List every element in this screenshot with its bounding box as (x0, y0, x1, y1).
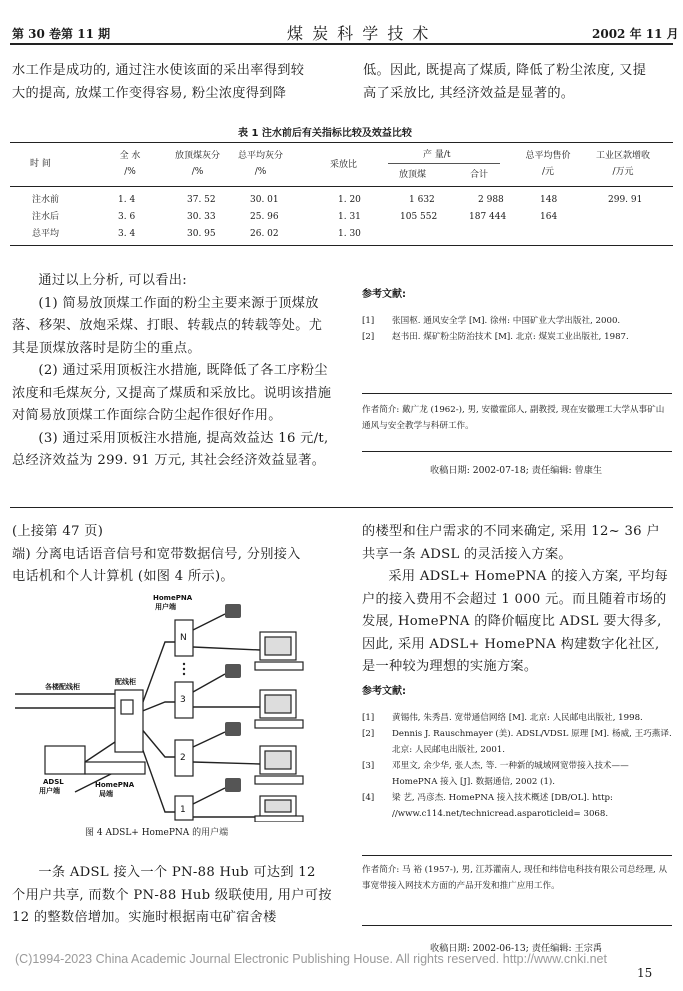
table-header-output: 产 量/t (423, 150, 451, 160)
distribution-frame-label: 配线柜 (115, 678, 136, 686)
ref-text: 黄锡伟, 朱秀昌. 宽带通信网络 [M]. 北京: 人民邮电出版社, 1998. (392, 713, 643, 723)
table-cell: 1. 30 (338, 229, 361, 239)
author-rule (362, 855, 672, 856)
table-cell: 注水前 (32, 195, 60, 205)
link-line (193, 647, 260, 650)
reference-item (362, 790, 672, 822)
link-line (140, 702, 175, 712)
table-cell: 1. 4 (118, 195, 136, 205)
journal-volume: 第 30 卷第 11 期 (12, 27, 111, 41)
reference-item (362, 710, 672, 726)
references-heading: 参考文献: (362, 686, 406, 697)
table-cell: 30. 33 (187, 212, 216, 222)
link-line (193, 788, 225, 804)
table-row (10, 209, 673, 226)
homepna-office-icon (85, 762, 145, 774)
ref-number: [2] (362, 332, 375, 342)
computer-icon (255, 796, 303, 822)
header-label: 放顶煤灰分 (174, 151, 220, 161)
journal-title: 煤 炭 科 学 技 术 (287, 24, 431, 43)
phone-icon (225, 722, 241, 736)
table-body (10, 192, 673, 243)
header-unit: /% (254, 167, 267, 177)
paragraph: (2) 通过采用顶板注水措施, 既降低了各工序粉尘浓度和毛煤灰分, 又提高了煤质和采放比。说明该措施对简易放顶煤工作面综合防尘起作很好作用。 (12, 363, 332, 423)
hub-label: 1 (180, 805, 186, 815)
reference-item (362, 726, 672, 758)
adsl-user-label: ADSL (43, 778, 64, 786)
link-line (193, 732, 225, 747)
paragraph: 采用 ADSL+ HomePNA 的接入方案, 平均每户的接入费用不会超过 1 000 元。而且随着市场的发展, HomePNA 的降价幅度比 ADSL 要大得多, 因此, 采用 ADSL+ HomePNA 构建数字化社区, 是一种较为理想的实施方案。 (362, 569, 668, 674)
table-cell: 3. 4 (118, 229, 136, 239)
homepna-office-label: HomePNA (95, 781, 135, 789)
table-header-topcoal-ash (170, 148, 225, 180)
table-cell: 26. 02 (250, 229, 279, 239)
table-cell: 37. 52 (187, 195, 216, 205)
distribution-frame-icon (115, 690, 143, 752)
header-unit: /元 (541, 167, 555, 177)
hub-label: 3 (180, 695, 186, 705)
text-line: 电话机和个人计算机 (如图 4 所示)。 (12, 569, 234, 584)
header-label: 工业区款增收 (595, 151, 650, 161)
header-label: 总平均售价 (525, 151, 571, 161)
text-line: 水工作是成功的, 通过注水使该面的采出率得到较 (12, 63, 305, 78)
table-cell: 1 632 (409, 195, 435, 205)
reference-item (362, 329, 672, 345)
phone-icon (225, 664, 241, 678)
table-header-gain (588, 148, 658, 180)
floor-frame-label: 各楼配线柜 (45, 683, 80, 691)
author-bio: 作者简介: 马 裕 (1957-), 男, 江苏灌南人, 现任和纬信电科技有限公司总经理, 从事宽带接入网技术方面的产品开发和推广应用工作。 (362, 865, 668, 891)
hub-label: 2 (180, 753, 186, 763)
link-line (140, 742, 175, 812)
homepna-user-label: HomePNA (153, 594, 193, 602)
table-caption: 表 1 注水前后有关指标比较及效益比较 (238, 128, 412, 139)
table-header-time: 时 间 (30, 159, 51, 169)
link-line (193, 674, 225, 692)
author-rule (362, 393, 672, 394)
received-rule (362, 451, 672, 452)
references-list (362, 710, 672, 822)
link-line (193, 614, 225, 630)
table-cell: 2 988 (478, 195, 504, 205)
ref-number: [1] (362, 316, 375, 326)
header-unit: /% (191, 167, 204, 177)
text-line: 端) 分离电话语音信号和宽带数据信号, 分别接入 (12, 546, 301, 562)
table-cell: 3. 6 (118, 212, 136, 222)
continued-text (12, 521, 332, 589)
ref-text: Dennis J. Rauschmayer (美). ADSL/VDSL 原理 [M]. 杨威, 王巧燕译. 北京: 人民邮电出版社, 2001. (392, 729, 672, 755)
table-row (10, 226, 673, 243)
ref-number: [4] (362, 793, 375, 803)
reference-item (362, 758, 672, 790)
table-header-ratio: 采放比 (330, 160, 358, 170)
header-label: 总平均灰分 (237, 151, 283, 161)
table-cell: 187 444 (469, 212, 507, 222)
references-heading: 参考文献: (362, 289, 406, 300)
header-unit: /万元 (612, 167, 634, 177)
section-divider (10, 507, 673, 508)
figure-caption: 图 4 ADSL+ HomePNA 的用户端 (85, 828, 229, 838)
table-cell: 148 (540, 195, 558, 205)
table-row (10, 192, 673, 209)
table-subhead-rule (388, 163, 500, 164)
paragraph: 通过以上分析, 可以看出: (38, 273, 187, 288)
references-list (362, 313, 672, 345)
ref-number: [1] (362, 713, 375, 723)
received-rule (362, 925, 672, 926)
received-date: 收稿日期: 2002-07-18; 责任编辑: 曾康生 (430, 465, 603, 476)
table-header-output-top: 放顶煤 (399, 170, 427, 180)
frame-panel (121, 700, 133, 714)
table-cell: 25. 96 (250, 212, 279, 222)
conclusions-text (12, 270, 332, 473)
computer-icon (255, 746, 303, 784)
page-number: 15 (637, 966, 653, 980)
top-right-text (363, 60, 673, 105)
table-cell: 30. 95 (187, 229, 216, 239)
ref-number: [2] (362, 729, 375, 739)
computer-icon (255, 632, 303, 670)
table-cell: 299. 91 (608, 195, 643, 205)
table-header-price (518, 148, 578, 180)
paragraph: 的楼型和住户需求的不同来确定, 采用 12~ 36 户共享一条 ADSL 的灵活接入方案。 (362, 524, 660, 562)
table-cell: 105 552 (400, 212, 438, 222)
header-unit: /% (124, 167, 136, 177)
link-line (85, 742, 115, 762)
table-cell: 30. 01 (250, 195, 279, 205)
phone-icon (225, 778, 241, 792)
ref-text: 邓里文, 余少华, 张人杰, 等. 一种新的城域网宽带接入技术——HomePNA 接入 [J]. 数据通信, 2002 (1). (392, 761, 629, 787)
paragraph: (1) 简易放顶煤工作面的粉尘主要来源于顶煤放落、移架、放炮采煤、打眼、转载点的转载等处。尤其是顶煤放落时是防尘的重点。 (12, 295, 323, 356)
table-bottom-rule (10, 245, 673, 246)
adsl-modem-icon (45, 746, 85, 774)
homepna-office-label: 局端 (99, 790, 113, 798)
table-header-output-total: 合计 (470, 170, 489, 180)
link-line (193, 762, 260, 764)
table-cell: 164 (540, 212, 558, 222)
text-line: 大的提高, 放煤工作变得容易, 粉尘浓度得到降 (12, 85, 287, 101)
table-header-water (110, 148, 150, 180)
table-cell: 1. 31 (338, 212, 361, 222)
adsl-user-label: 用户端 (39, 787, 60, 795)
computer-icon (255, 690, 303, 728)
network-diagram (15, 592, 335, 822)
bottom-right-text (362, 521, 672, 679)
reference-item (362, 313, 672, 329)
table-head-rule (10, 186, 673, 187)
after-figure-text: 一条 ADSL 接入一个 PN-88 Hub 可达到 12 个用户共享, 而数个 PN-88 Hub 级联使用, 用户可按 12 的整数倍增加。实施时根据南屯矿宿舍楼 (12, 865, 332, 925)
ref-text: 赵书田. 煤矿粉尘防治技术 [M]. 北京: 煤炭工业出版社, 1987. (392, 332, 629, 342)
table-cell: 1. 20 (338, 195, 361, 205)
table-cell: 注水后 (32, 212, 60, 222)
header-label: 全 水 (119, 151, 141, 161)
ref-text: 梁 艺, 冯彦杰. HomePNA 接入技术概述 [DB/OL]. http: //www.c114.net/technicread.asparoticleid= 3068. (392, 793, 613, 819)
link-line (140, 642, 175, 710)
author-bio: 作者简介: 戴广龙 (1962-), 男, 安徽霍邱人, 副教授, 现在安徽理工大学从事矿山通风与安全教学与科研工作。 (362, 405, 665, 431)
top-left-text (12, 60, 332, 105)
hub-label: N (180, 633, 187, 643)
header-rule (10, 43, 673, 45)
journal-date: 2002 年 11 月 (592, 27, 679, 41)
homepna-user-label: 用户端 (155, 603, 176, 611)
continued-from: (上接第 47 页) (12, 524, 104, 539)
ref-number: [3] (362, 761, 375, 771)
table-header-avg-ash (233, 148, 288, 180)
table-top-rule (10, 142, 673, 143)
copyright-watermark: (C)1994-2023 China Academic Journal Electronic Publishing House. All rights reserved. http://www.cnki.net (15, 952, 607, 966)
text-line: 低。因此, 既提高了煤质, 降低了粉尘浓度, 又提 (363, 63, 647, 78)
link-line (140, 727, 175, 757)
phone-icon (225, 604, 241, 618)
received-date: 收稿日期: 2002-06-13; 责任编辑: 王宗禹 (430, 943, 603, 954)
ref-text: 张国枢. 通风安全学 [M]. 徐州: 中国矿业大学出版社, 2000. (392, 316, 621, 326)
table-cell: 总平均 (32, 229, 60, 239)
paragraph: (3) 通过采用顶板注水措施, 提高效益达 16 元/t, 总经济效益为 299. 91 万元, 其社会经济效益显著。 (12, 430, 329, 468)
text-line: 高了采放比, 其经济效益是显著的。 (363, 85, 575, 101)
